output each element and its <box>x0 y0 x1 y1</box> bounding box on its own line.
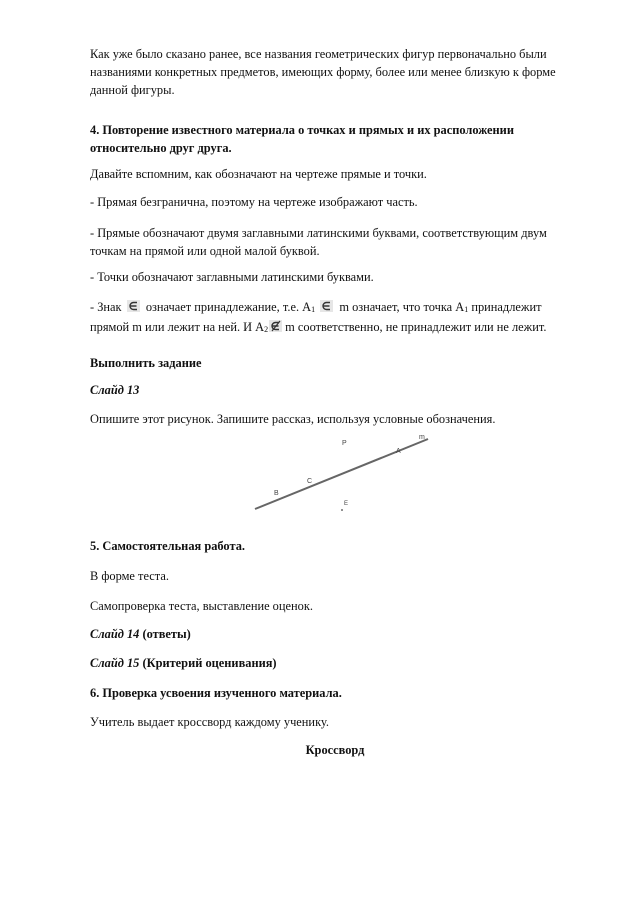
line-infinite-paragraph: - Прямая безгранична, поэтому на чертеже изображают часть. <box>90 195 418 209</box>
point-notation-paragraph: - Точки обозначают заглавными латинскими буквами. <box>90 270 374 284</box>
section-6-heading: 6. Проверка усвоения изученного материала. <box>90 686 342 700</box>
membership-text-2: означает принадлежание, т.е. А <box>145 300 312 314</box>
slide-15-label <box>90 654 580 672</box>
sub-index-3: 2 <box>264 325 269 334</box>
recall-paragraph: Давайте вспомним, как обозначают на чертеже прямые и точки. <box>90 167 427 181</box>
task-heading: Выполнить задание <box>90 356 202 370</box>
test-form-paragraph: В форме теста. <box>90 569 169 583</box>
slide-14-label <box>90 625 580 643</box>
line-notation-paragraph: - Прямые обозначают двумя заглавными латинскими буквами, соответствующим двум точкам на прямой или одной малой буквой. <box>90 226 547 258</box>
line-points-figure <box>250 427 480 527</box>
slide-15-note: (Критерий оценивания) <box>139 656 277 670</box>
point-e-dot <box>341 509 343 511</box>
slide-14-title: Слайд 14 <box>90 627 140 641</box>
point-e-label: E <box>344 501 349 507</box>
slide-13-label: Слайд 13 <box>90 383 140 397</box>
not-element-of-icon <box>269 320 282 332</box>
sub-index-2: 1 <box>464 305 469 314</box>
describe-task-paragraph: Опишите этот рисунок. Запишите рассказ, используя условные обозначения. <box>90 412 496 426</box>
membership-text-1: - Знак <box>90 300 122 314</box>
line-m <box>255 439 428 509</box>
slide-14-note: (ответы) <box>139 627 191 641</box>
membership-paragraph <box>90 298 580 338</box>
section-4-heading: 4. Повторение известного материала о точках и прямых и их расположении относительно друг друга. <box>90 123 514 155</box>
slide-15-title: Слайд 15 <box>90 656 140 670</box>
membership-text-5: m соответственно, не принадлежит или не лежит. <box>285 320 547 334</box>
membership-text-3: m означает, что точка А <box>339 300 465 314</box>
line-m-label: m <box>419 434 425 441</box>
crossword-title: Кроссворд <box>305 743 365 757</box>
point-p-label: P <box>342 440 347 447</box>
point-a-label: A <box>396 448 401 455</box>
point-c-label: C <box>307 478 313 485</box>
membership-text-4: принадлежит прямой m или лежит на ней. И А <box>90 300 542 334</box>
self-check-paragraph: Самопроверка теста, выставление оценок. <box>90 599 313 613</box>
intro-paragraph: Как уже было сказано ранее, все названия геометрических фигур первоначально были названиями конкретных предметов, имеющих форму, более или менее близкую к форме данной фигуры. <box>90 47 556 97</box>
point-b-label: B <box>274 490 279 497</box>
element-of-icon <box>320 300 333 312</box>
crossword-intro-paragraph: Учитель выдает кроссворд каждому ученику. <box>90 715 329 729</box>
element-of-icon <box>127 300 140 312</box>
sub-index-1: 1 <box>311 305 316 314</box>
section-5-heading: 5. Самостоятельная работа. <box>90 539 245 553</box>
